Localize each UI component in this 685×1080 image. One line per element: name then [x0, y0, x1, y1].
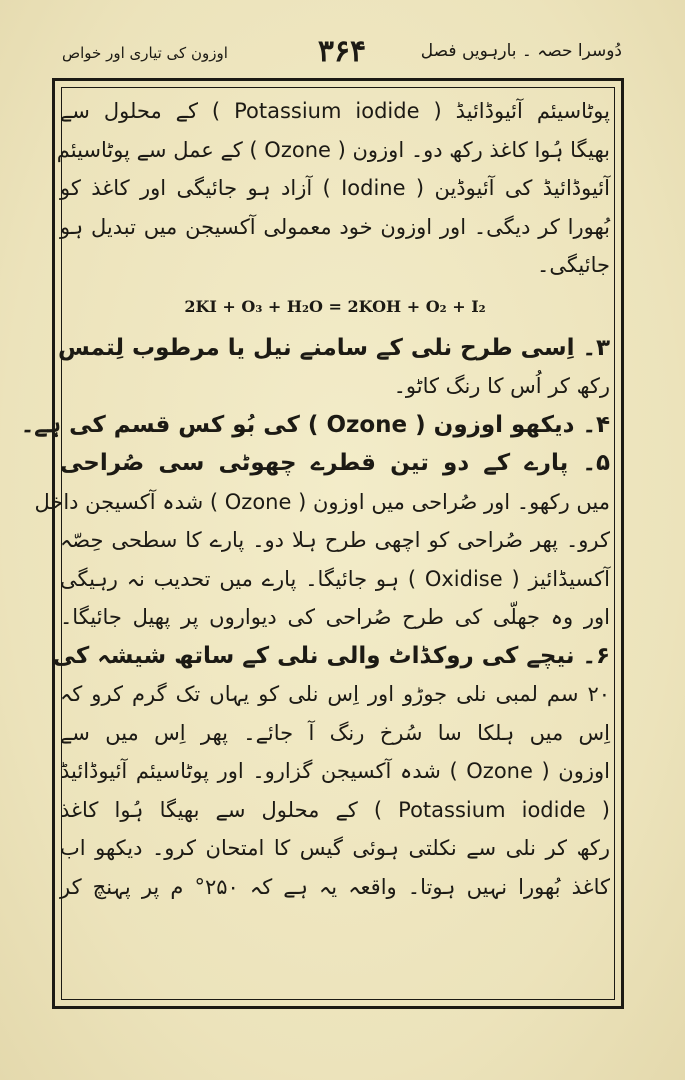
text-line-item-4: ۴۔ دیکھو اوزون ( Ozone ) کی بُو کس قسم کی ہے۔: [20, 411, 610, 438]
text-line: اور وہ جھلّی کی طرح صُراحی کی دیواروں پر پھیل جائیگا۔: [60, 605, 610, 629]
text-line: آکسیڈائیز ( Oxidise ) ہو جائیگا۔ پارے میں تحدیب نہ رہیگی: [60, 566, 611, 591]
chemical-equation: 2KI + O₃ + H₂O = 2KOH + O₂ + I₂: [184, 296, 486, 316]
text-line: کرو۔ پھر صُراحی کو اچھی طرح ہلا دو۔ پارے کا سطحی حِصّہ: [60, 528, 610, 552]
text-line-item-5: ۵۔ پارے کے دو تین قطرے چھوٹی سی صُراحی: [60, 450, 610, 476]
text-line: جائیگی۔: [537, 253, 610, 277]
text-line: اِس میں ہلکا سا سُرخ رنگ آ جائے۔ پھر اِس میں سے: [60, 720, 610, 745]
page-number: ۳۶۴: [317, 34, 367, 69]
text-line: رکھ کر اُس کا رنگ کاٹو۔: [393, 374, 610, 398]
text-line: بُھورا کر دیگی۔ اور اوزون خود معمولی آکسیجن میں تبدیل ہو: [60, 214, 610, 239]
text-line: اوزون ( Ozone ) شدہ آکسیجن گزارو۔ اور پوٹاسیئم آئیوڈائیڈ: [60, 759, 610, 783]
text-line-item-3: ۳۔ اِسی طرح نلی کے سامنے نیل یا مرطوب لِتمس: [58, 334, 610, 361]
text-line-item-6: ۶۔ نیچے کی روکڈاٹ والی نلی کے ساتھ شیشہ کی: [52, 642, 610, 669]
text-line: ۲۰ سم لمبی نلی جوڑو اور اِس نلی کو یہاں تک گرم کرو کہ: [60, 682, 610, 706]
text-line: رکھ کر نلی سے نکلتی ہوئی گیس کا امتحان کرو۔ دیکھو اب: [60, 836, 610, 860]
text-line: پوٹاسیئم آئیوڈائیڈ ( Potassium iodide ) کے محلول سے: [60, 99, 610, 123]
page-header: [62, 34, 622, 74]
text-line: کاغذ بُھورا نہیں ہوتا۔ واقعہ یہ ہے کہ ۲۵۰° م پر پہنچ کر: [60, 874, 610, 899]
running-head-topic: اوزون کی تیاری اور خواص: [62, 44, 228, 62]
text-line: ( Potassium iodide ) کے محلول سے بھیگا ہُوا کاغذ: [60, 797, 611, 822]
body-text: [20, 92, 611, 906]
text-line: آئیوڈائیڈ کی آئیوڈین ( Iodine ) آزاد ہو جائیگی اور کاغذ کو: [60, 176, 610, 200]
text-line: بھیگا ہُوا کاغذ رکھ دو۔ اوزون ( Ozone ) کے عمل سے پوٹاسیئم: [56, 137, 610, 162]
running-head-section: دُوسرا حصہ ۔ بارہویں فصل: [420, 41, 622, 61]
text-line: میں رکھو۔ اور صُراحی میں اوزون ( Ozone ) شدہ آکسیجن داخل: [34, 489, 610, 514]
